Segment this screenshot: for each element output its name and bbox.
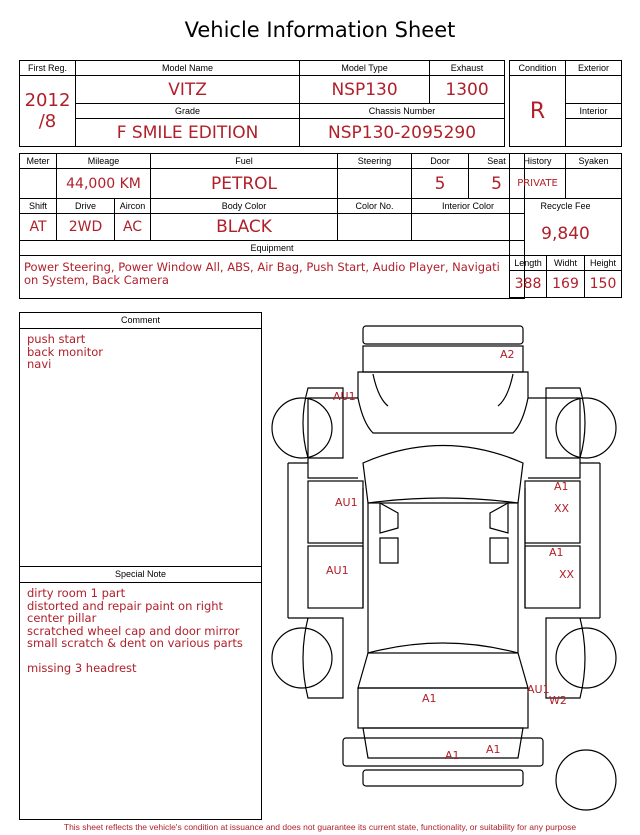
equipment-label: Equipment (20, 241, 525, 256)
first-reg-year: 2012 (24, 90, 71, 111)
fuel-label: Fuel (151, 154, 338, 169)
mileage-value: 44,000 KM (57, 169, 151, 199)
condition-label: Condition (510, 61, 566, 76)
exterior-label: Exterior (566, 61, 622, 76)
recycle-table (509, 198, 622, 298)
model-name-label: Model Name (76, 61, 300, 76)
interior-color-value (412, 214, 525, 241)
color-no-value (338, 214, 412, 241)
table-gap (20, 147, 505, 150)
steering-value (338, 169, 412, 199)
recycle-fee-label: Recycle Fee (510, 199, 622, 214)
interior-color-label: Interior Color (412, 199, 525, 214)
first-reg-label: First Reg. (20, 61, 76, 76)
color-no-label: Color No. (338, 199, 412, 214)
damage-mark: A1 (554, 480, 569, 493)
chassis-label: Chassis Number (300, 104, 505, 119)
exterior-value (566, 76, 622, 104)
interior-value (566, 119, 622, 147)
length-label: Length (510, 256, 547, 271)
grade-label: Grade (76, 104, 300, 119)
syaken-value (566, 169, 622, 199)
drive-value: 2WD (57, 214, 115, 241)
vehicle-main-table (19, 60, 505, 150)
history-table (509, 153, 622, 199)
drive-label: Drive (57, 199, 115, 214)
aircon-label: Aircon (115, 199, 151, 214)
width-value: 169 (547, 271, 585, 298)
damage-mark: AU1 (333, 390, 356, 403)
meter-value (20, 169, 57, 199)
seat-value: 5 (469, 169, 525, 199)
comment-label: Comment (20, 313, 261, 329)
door-label: Door (412, 154, 469, 169)
door-value: 5 (412, 169, 469, 199)
exhaust-value: 1300 (430, 76, 505, 104)
length-value: 388 (510, 271, 547, 298)
comment-text: push start back monitor navi (27, 332, 103, 371)
height-label: Height (585, 256, 622, 271)
damage-mark: AU1 (335, 496, 358, 509)
damage-mark: W2 (549, 694, 567, 707)
disclaimer-footer: This sheet reflects the vehicle's condition at issuance and does not guarantee its current state, functionality, or suitability for any purpose (63, 822, 577, 832)
damage-mark: AU1 (527, 683, 550, 696)
equipment-value: Power Steering, Power Window All, ABS, Air Bag, Push Start, Audio Player, Navigation System, Back Camera (24, 260, 500, 287)
exhaust-label: Exhaust (430, 61, 505, 76)
model-type-value: NSP130 (300, 76, 430, 104)
width-label: Widht (547, 256, 585, 271)
special-note-label: Special Note (20, 567, 261, 583)
meter-label: Meter (20, 154, 57, 169)
damage-mark: A1 (422, 692, 437, 705)
height-value: 150 (585, 271, 622, 298)
damage-mark: A1 (486, 743, 501, 756)
car-damage-diagram (268, 318, 620, 818)
damage-mark: AU1 (326, 564, 349, 577)
body-color-label: Body Color (151, 199, 338, 214)
special-note-box (19, 566, 262, 820)
condition-value: R (510, 76, 566, 147)
comment-box (19, 312, 262, 567)
damage-mark: A1 (549, 546, 564, 559)
syaken-label: Syaken (566, 154, 622, 169)
damage-mark: A1 (445, 749, 460, 762)
steering-label: Steering (338, 154, 412, 169)
grade-value: F SMILE EDITION (76, 119, 300, 147)
special-note-text: dirty room 1 part distorted and repair paint on right center pillar scratched wheel cap and door mirror small scratch & dent on various parts missing 3 headrest (27, 586, 243, 675)
history-value: PRIVATE (510, 169, 566, 199)
damage-mark: A2 (500, 348, 515, 361)
first-reg-month: /8 (38, 111, 57, 132)
mileage-label: Mileage (57, 154, 151, 169)
damage-mark: XX (554, 502, 570, 515)
history-label: History (510, 154, 566, 169)
chassis-value: NSP130-2095290 (300, 119, 505, 147)
aircon-value: AC (115, 214, 151, 241)
seat-label: Seat (469, 154, 525, 169)
condition-table (509, 60, 622, 147)
first-reg-value (20, 76, 76, 147)
model-type-label: Model Type (300, 61, 430, 76)
shift-label: Shift (20, 199, 57, 214)
body-color-value: BLACK (151, 214, 338, 241)
model-name-value: VITZ (76, 76, 300, 104)
shift-value: AT (20, 214, 57, 241)
damage-mark: XX (559, 568, 575, 581)
sheet-title: Vehicle Information Sheet (184, 18, 456, 42)
recycle-fee-value: 9,840 (510, 214, 622, 256)
interior-label: Interior (566, 104, 622, 119)
fuel-value: PETROL (151, 169, 338, 199)
